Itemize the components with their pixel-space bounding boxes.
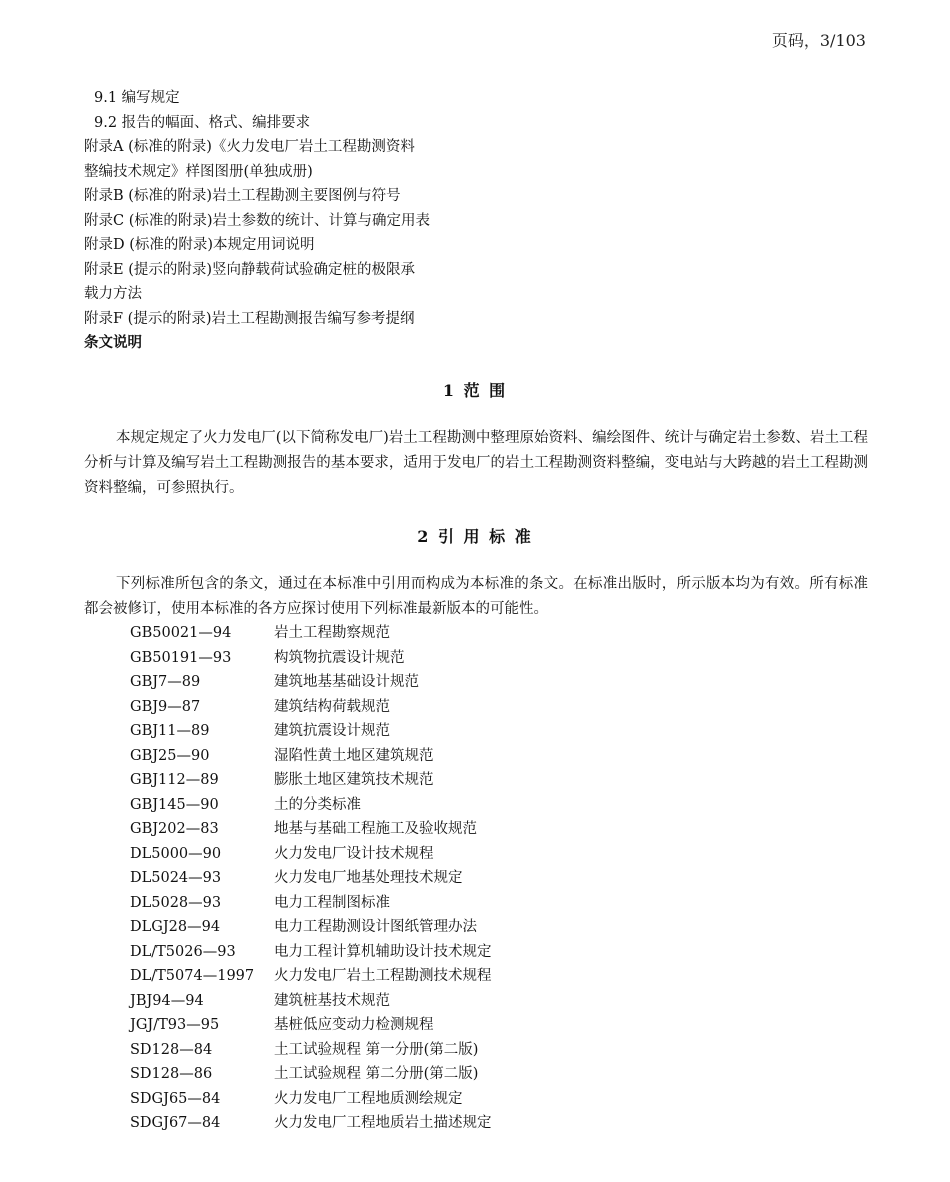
- standard-name: 火力发电厂工程地质测绘规定: [274, 1090, 463, 1107]
- standard-row: [130, 670, 650, 695]
- standard-code: JBJ94—94: [130, 992, 204, 1009]
- standard-code: SDGJ67—84: [130, 1115, 221, 1131]
- standard-row: [130, 793, 650, 818]
- standard-row: [130, 1038, 650, 1063]
- standard-row: [130, 1062, 650, 1087]
- toc-entry: 附录A (标准的附录)《火力发电厂岩土工程勘测资料: [84, 139, 415, 155]
- standard-code: DLGJ28—94: [130, 919, 221, 935]
- standard-name: 建筑抗震设计规范: [274, 723, 390, 739]
- standard-row: [130, 719, 650, 744]
- section-2-paragraph: 下列标准所包含的条文，通过在本标准中引用而构成为本标准的条文。在标准出版时，所示版本均为有效。所有标准都会被修订，使用本标准的各方应探讨使用下列标准最新版本的可能性。: [84, 576, 868, 617]
- standard-name: 建筑地基基础设计规范: [274, 674, 419, 690]
- toc-entry: 附录E (提示的附录)竖向静载荷试验确定桩的极限承: [84, 261, 416, 278]
- page-number: 页码，3/103: [771, 31, 866, 50]
- standard-name: 基桩低应变动力检测规程: [274, 1017, 434, 1033]
- standard-code: SD128—84: [130, 1041, 213, 1058]
- standard-name: 土工试验规程 第二分册(第二版): [274, 1066, 479, 1082]
- toc-entry: 9.1 编写规定: [94, 90, 180, 106]
- standard-name: 电力工程制图标准: [274, 894, 390, 911]
- standard-code: SD128—86: [130, 1066, 213, 1082]
- standard-row: [130, 1013, 650, 1038]
- section-1-paragraph: 本规定规定了火力发电厂(以下简称发电厂)岩土工程勘测中整理原始资料、编绘图件、统计与确定岩土参数、岩土工程分析与计算及编写岩土工程勘测报告的基本要求，适用于发电厂的岩土工程勘测资料整编，变电站与大跨越的岩土工程勘测资料整编，可参照执行。: [84, 430, 868, 496]
- standard-name: 岩土工程勘察规范: [274, 625, 390, 641]
- toc-entry: 载力方法: [84, 286, 142, 302]
- standard-code: GB50021—94: [130, 625, 232, 641]
- standard-code: DL5000—90: [130, 845, 222, 862]
- standard-row: [130, 989, 650, 1014]
- standard-code: DL/T5026—93: [130, 943, 236, 960]
- standard-code: DL/T5074—1997: [130, 968, 255, 984]
- standard-row: [130, 1087, 650, 1112]
- standard-code: GBJ145—90: [130, 796, 219, 813]
- standard-name: 湿陷性黄土地区建筑规范: [274, 747, 434, 764]
- standard-name: 地基与基础工程施工及验收规范: [274, 821, 477, 837]
- standard-code: GBJ9—87: [130, 698, 201, 715]
- standard-row: [130, 1111, 650, 1136]
- toc-entry: 9.2 报告的幅面、格式、编排要求: [94, 114, 311, 131]
- standard-name: 膨胀土地区建筑技术规范: [274, 772, 434, 788]
- standard-row: [130, 817, 650, 842]
- standard-row: [130, 866, 650, 891]
- standard-row: [130, 646, 650, 671]
- standard-code: GBJ25—90: [130, 747, 210, 764]
- standard-row: [130, 891, 650, 916]
- standard-code: GBJ7—89: [130, 674, 201, 690]
- toc-entry: 附录F (提示的附录)岩土工程勘测报告编写参考提纲: [84, 310, 415, 327]
- standard-name: 土工试验规程 第一分册(第二版): [274, 1041, 479, 1058]
- section-2-heading: 2 引 用 标 准: [417, 527, 533, 546]
- standard-name: 火力发电厂工程地质岩土描述规定: [274, 1115, 492, 1131]
- standard-row: [130, 695, 650, 720]
- toc-entry: 整编技术规定》样图图册(单独成册): [84, 163, 313, 180]
- standard-name: 建筑桩基技术规范: [274, 992, 390, 1009]
- standard-code: DL5024—93: [130, 870, 222, 886]
- standard-row: [130, 744, 650, 769]
- standard-row: [130, 842, 650, 867]
- standard-name: 火力发电厂地基处理技术规定: [274, 870, 463, 886]
- standard-code: JGJ/T93—95: [130, 1017, 220, 1033]
- standard-name: 建筑结构荷载规范: [274, 698, 390, 715]
- toc-entry: 附录C (标准的附录)岩土参数的统计、计算与确定用表: [84, 212, 431, 229]
- standard-code: DL5028—93: [130, 894, 222, 911]
- standard-row: [130, 964, 650, 989]
- standard-name: 构筑物抗震设计规范: [274, 649, 405, 666]
- standard-name: 火力发电厂设计技术规程: [274, 845, 434, 862]
- section-1-heading: 1 范 围: [442, 381, 508, 400]
- toc-entry: 附录D (标准的附录)本规定用词说明: [84, 237, 315, 253]
- standard-code: GB50191—93: [130, 649, 232, 666]
- standard-name: 土的分类标准: [274, 796, 361, 813]
- standard-row: [130, 940, 650, 965]
- standard-code: GBJ112—89: [130, 772, 219, 788]
- standard-code: GBJ11—89: [130, 723, 210, 739]
- standard-row: [130, 621, 650, 646]
- standard-name: 电力工程勘测设计图纸管理办法: [274, 919, 477, 935]
- standard-name: 电力工程计算机辅助设计技术规定: [274, 943, 492, 960]
- standard-code: SDGJ65—84: [130, 1090, 221, 1107]
- standard-code: GBJ202—83: [130, 821, 219, 837]
- toc-entry: 条文说明: [84, 334, 142, 351]
- table-of-contents: [84, 86, 504, 356]
- referenced-standards-list: [130, 621, 650, 1136]
- toc-entry: 附录B (标准的附录)岩土工程勘测主要图例与符号: [84, 188, 401, 204]
- standard-row: [130, 915, 650, 940]
- standard-name: 火力发电厂岩土工程勘测技术规程: [274, 968, 492, 984]
- standard-row: [130, 768, 650, 793]
